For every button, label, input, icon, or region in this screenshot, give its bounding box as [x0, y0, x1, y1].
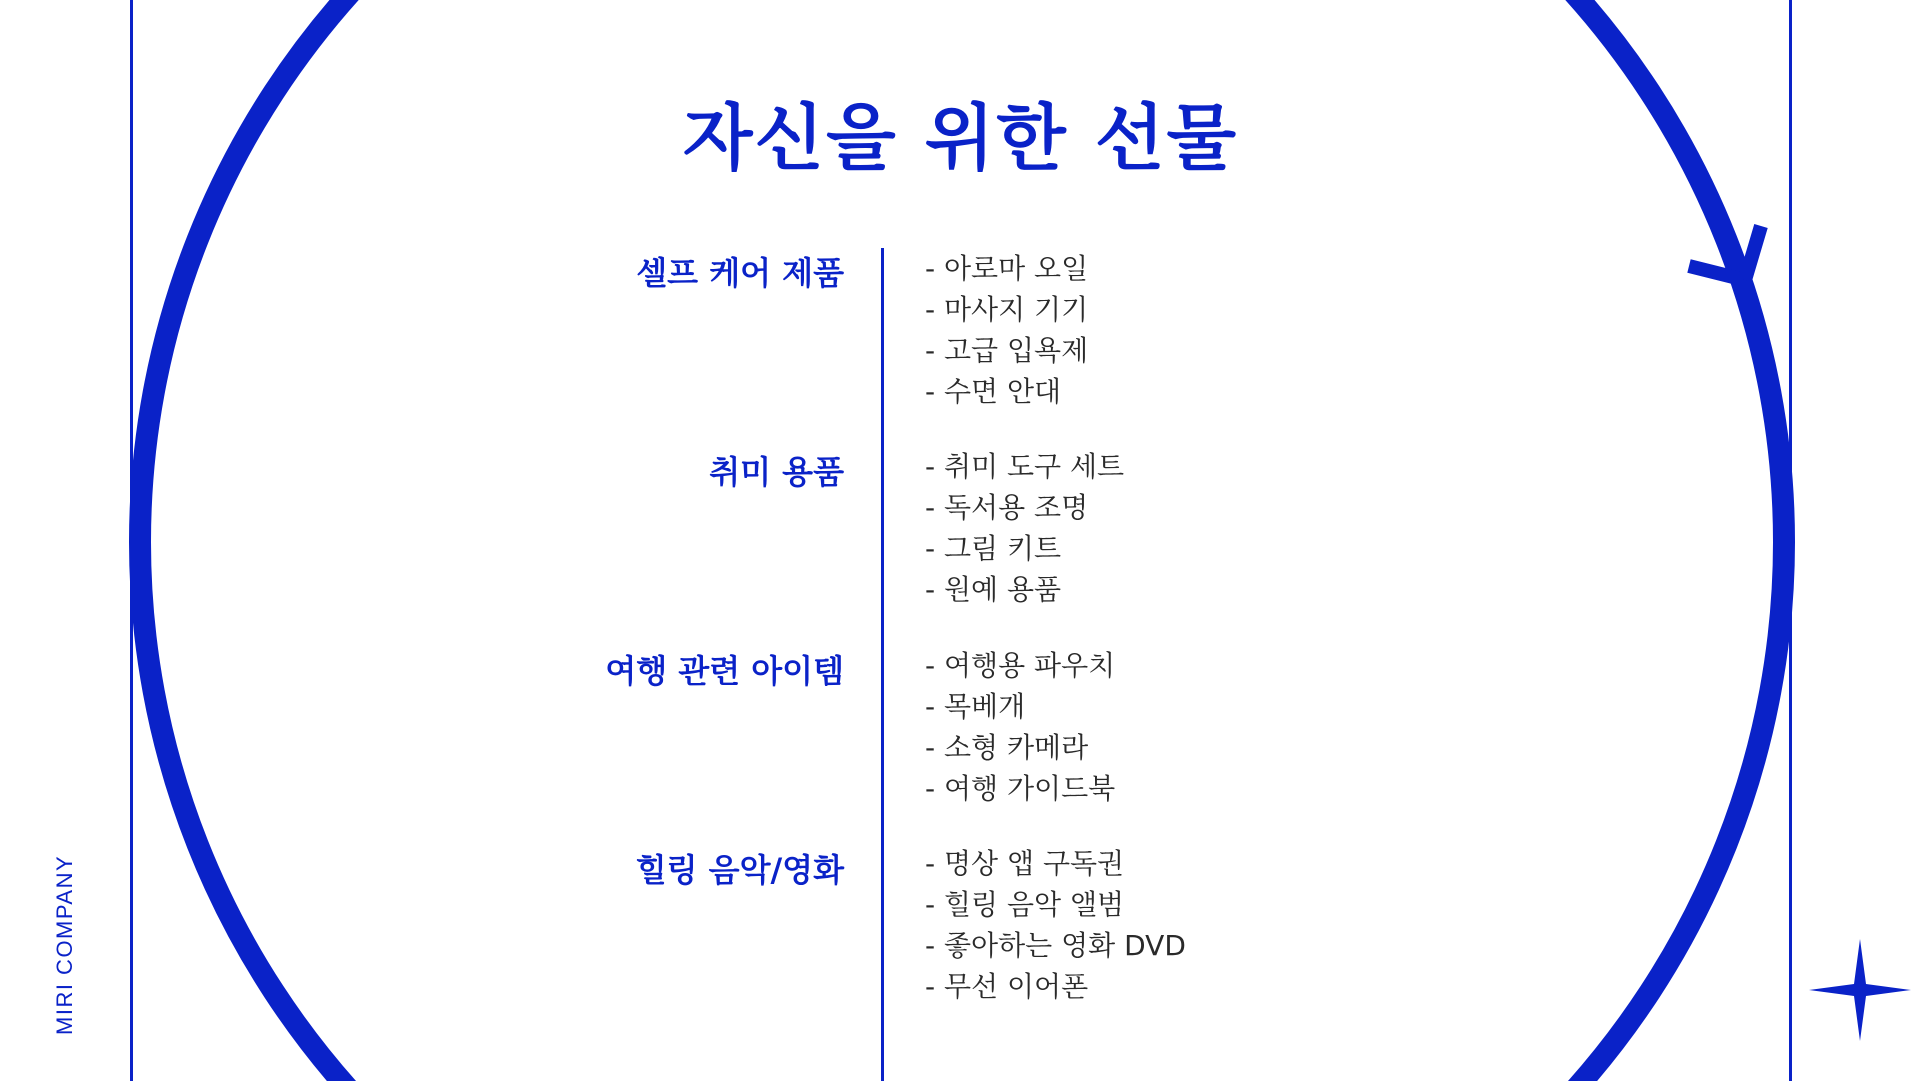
- category-item-list: [925, 645, 1115, 809]
- list-item: - 좋아하는 영화 DVD: [925, 929, 1186, 962]
- list-item: - 무선 이어폰: [925, 970, 1089, 1003]
- list-item: - 그림 키트: [925, 532, 1062, 565]
- list-item: - 명상 앱 구독권: [925, 847, 1125, 880]
- list-item: - 수면 안대: [925, 375, 1062, 408]
- brand-name: MIRI COMPANY: [52, 854, 77, 1035]
- center-divider: [881, 248, 884, 1081]
- list-item: - 마사지 기기: [925, 293, 1089, 326]
- list-item: - 여행 가이드북: [925, 772, 1116, 805]
- list-item: - 취미 도구 세트: [925, 450, 1125, 483]
- category-item-list: [925, 843, 1186, 1007]
- list-item: - 고급 입욕제: [925, 334, 1089, 367]
- list-item: - 아로마 오일: [925, 252, 1089, 285]
- list-item: - 소형 카메라: [925, 731, 1089, 764]
- category-label: 셀프 케어 제품: [636, 254, 844, 292]
- list-item: - 여행용 파우치: [925, 649, 1116, 682]
- list-item: - 목베개: [925, 690, 1026, 723]
- category-item-list: [925, 248, 1088, 412]
- category-label: 힐링 음악/영화: [635, 851, 844, 889]
- sparkle-star-icon: [1809, 939, 1911, 1041]
- list-item: - 원예 용품: [925, 573, 1062, 606]
- category-item-list: [925, 446, 1124, 610]
- list-item: - 독서용 조명: [925, 491, 1089, 524]
- list-item: - 힐링 음악 앨범: [925, 888, 1125, 921]
- page-title: 자신을 위한 선물: [683, 96, 1238, 180]
- category-label: 취미 용품: [709, 453, 844, 491]
- category-label: 여행 관련 아이템: [605, 652, 844, 690]
